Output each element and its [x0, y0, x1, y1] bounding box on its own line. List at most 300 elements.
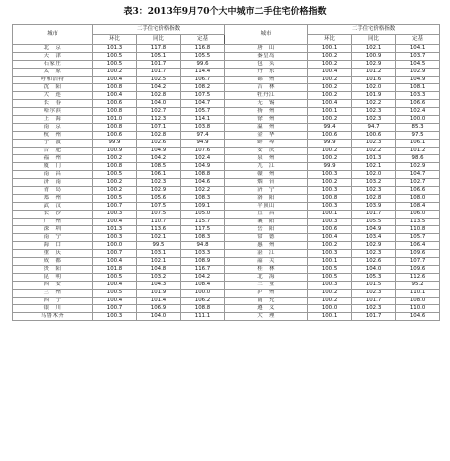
yoy-cell: 102.3 — [352, 305, 396, 313]
city-cell: 唐 山 — [225, 45, 308, 53]
mom-cell: 100.7 — [93, 250, 137, 258]
base-cell: 113.5 — [396, 218, 440, 226]
city-cell: 太 原 — [13, 68, 93, 76]
city-cell: 哈尔滨 — [13, 108, 93, 116]
yoy-cell: 102.1 — [137, 258, 181, 266]
city-cell: 南 充 — [225, 297, 308, 305]
mom-header: 环比 — [308, 35, 352, 45]
table-row — [13, 273, 440, 281]
yoy-cell: 101.7 — [137, 60, 181, 68]
base-cell: 116.7 — [181, 265, 225, 273]
city-header: 城市 — [13, 25, 93, 45]
mom-cell: 100.4 — [93, 92, 137, 100]
table-row — [13, 297, 440, 305]
yoy-cell: 104.0 — [352, 265, 396, 273]
base-cell: 97.4 — [181, 131, 225, 139]
mom-cell: 100.1 — [308, 45, 352, 53]
yoy-cell: 102.3 — [352, 139, 396, 147]
yoy-header: 同比 — [352, 35, 396, 45]
mom-cell: 100.5 — [93, 273, 137, 281]
base-cell: 105.7 — [396, 234, 440, 242]
base-cell: 115.7 — [181, 218, 225, 226]
table-row — [13, 289, 440, 297]
table-row — [13, 139, 440, 147]
yoy-cell: 104.9 — [137, 147, 181, 155]
base-cell: 108.0 — [396, 194, 440, 202]
yoy-cell: 101.7 — [352, 210, 396, 218]
city-cell: 沈 阳 — [13, 84, 93, 92]
mom-cell: 100.2 — [308, 52, 352, 60]
base-cell: 106.0 — [396, 210, 440, 218]
city-cell: 武 汉 — [13, 202, 93, 210]
yoy-cell: 101.5 — [352, 281, 396, 289]
yoy-cell: 102.2 — [352, 147, 396, 155]
base-cell: 110.1 — [396, 289, 440, 297]
yoy-cell: 102.8 — [137, 131, 181, 139]
yoy-cell: 94.7 — [352, 123, 396, 131]
base-cell: 103.7 — [396, 52, 440, 60]
city-cell: 常 德 — [225, 234, 308, 242]
mom-cell: 100.8 — [308, 194, 352, 202]
mom-cell: 100.0 — [308, 305, 352, 313]
yoy-cell: 102.9 — [137, 187, 181, 195]
base-cell: 106.6 — [396, 187, 440, 195]
mom-cell: 100.9 — [93, 147, 137, 155]
yoy-cell: 103.2 — [137, 273, 181, 281]
base-cell: 112.6 — [396, 273, 440, 281]
city-cell: 泉 州 — [225, 155, 308, 163]
city-cell: 西 宁 — [13, 297, 93, 305]
base-cell: 95.2 — [396, 281, 440, 289]
city-cell: 丹 东 — [225, 68, 308, 76]
mom-cell: 100.3 — [93, 210, 137, 218]
city-cell: 桂 林 — [225, 265, 308, 273]
table-row — [13, 226, 440, 234]
city-cell: 包 头 — [225, 60, 308, 68]
table-row — [13, 45, 440, 53]
yoy-cell: 106.9 — [137, 305, 181, 313]
base-cell: 108.0 — [396, 297, 440, 305]
yoy-cell: 102.7 — [137, 108, 181, 116]
base-cell: 102.7 — [396, 179, 440, 187]
city-cell: 呼和浩特 — [13, 76, 93, 84]
base-cell: 110.8 — [396, 226, 440, 234]
city-cell: 宜 昌 — [225, 210, 308, 218]
base-cell: 103.3 — [181, 250, 225, 258]
mom-cell: 100.2 — [93, 179, 137, 187]
yoy-cell: 102.0 — [352, 171, 396, 179]
city-cell: 锦 州 — [225, 76, 308, 84]
yoy-cell: 102.3 — [352, 289, 396, 297]
yoy-cell: 102.3 — [137, 179, 181, 187]
mom-cell: 100.4 — [308, 234, 352, 242]
base-cell: 108.8 — [181, 305, 225, 313]
base-cell: 107.5 — [181, 92, 225, 100]
city-cell: 长 沙 — [13, 210, 93, 218]
mom-cell: 100.3 — [308, 171, 352, 179]
yoy-cell: 101.7 — [137, 68, 181, 76]
base-cell: 114.1 — [181, 116, 225, 124]
base-cell: 105.7 — [181, 108, 225, 116]
table-row — [13, 163, 440, 171]
mom-cell: 100.6 — [308, 131, 352, 139]
city-cell: 北 京 — [13, 45, 93, 53]
base-cell: 108.3 — [181, 234, 225, 242]
mom-cell: 100.1 — [308, 210, 352, 218]
city-cell: 南 昌 — [13, 171, 93, 179]
mom-cell: 100.4 — [308, 68, 352, 76]
table-row — [13, 84, 440, 92]
yoy-cell: 112.3 — [137, 116, 181, 124]
mom-cell: 100.5 — [93, 171, 137, 179]
mom-cell: 100.4 — [93, 297, 137, 305]
base-cell: 106.1 — [396, 139, 440, 147]
mom-cell: 100.3 — [308, 202, 352, 210]
yoy-cell: 113.6 — [137, 226, 181, 234]
city-cell: 温 州 — [225, 123, 308, 131]
yoy-cell: 103.9 — [352, 202, 396, 210]
table-row — [13, 60, 440, 68]
mom-cell: 100.3 — [308, 281, 352, 289]
city-cell: 无 锡 — [225, 100, 308, 108]
yoy-cell: 104.0 — [137, 100, 181, 108]
city-cell: 襄 阳 — [225, 218, 308, 226]
mom-cell: 100.5 — [308, 265, 352, 273]
base-cell: 109.6 — [396, 250, 440, 258]
mom-cell: 101.8 — [93, 265, 137, 273]
mom-cell: 100.2 — [93, 187, 137, 195]
mom-cell: 100.1 — [308, 313, 352, 321]
mom-cell: 100.4 — [308, 100, 352, 108]
table-row — [13, 147, 440, 155]
base-cell: 105.0 — [181, 210, 225, 218]
mom-cell: 100.8 — [93, 123, 137, 131]
mom-cell: 100.5 — [93, 60, 137, 68]
base-cell: 97.5 — [396, 131, 440, 139]
mom-cell: 100.1 — [308, 258, 352, 266]
city-cell: 宁 波 — [13, 139, 93, 147]
mom-cell: 100.2 — [308, 76, 352, 84]
mom-cell: 100.1 — [308, 108, 352, 116]
city-cell: 杭 州 — [13, 131, 93, 139]
city-cell: 深 圳 — [13, 226, 93, 234]
mom-cell: 100.4 — [93, 76, 137, 84]
mom-cell: 100.3 — [308, 218, 352, 226]
yoy-cell: 102.3 — [352, 250, 396, 258]
base-cell: 109.1 — [181, 202, 225, 210]
mom-cell: 100.4 — [93, 258, 137, 266]
yoy-cell: 101.9 — [137, 289, 181, 297]
city-cell: 遵 义 — [225, 305, 308, 313]
city-cell: 石家庄 — [13, 60, 93, 68]
city-cell: 济 南 — [13, 179, 93, 187]
city-cell: 西 安 — [13, 281, 93, 289]
base-header: 定基 — [396, 35, 440, 45]
mom-cell: 100.7 — [93, 305, 137, 313]
base-cell: 114.4 — [181, 68, 225, 76]
mom-cell: 101.3 — [93, 45, 137, 53]
table-title: 表3：2013年9月70个大中城市二手住宅价格指数 — [123, 7, 327, 17]
mom-cell: 100.2 — [93, 68, 137, 76]
yoy-cell: 101.9 — [352, 92, 396, 100]
mom-cell: 100.2 — [308, 60, 352, 68]
base-cell: 108.3 — [181, 194, 225, 202]
city-cell: 赣 州 — [225, 171, 308, 179]
base-cell: 85.3 — [396, 123, 440, 131]
base-cell: 107.7 — [396, 258, 440, 266]
mom-cell: 100.2 — [308, 297, 352, 305]
yoy-cell: 104.2 — [137, 155, 181, 163]
base-cell: 108.4 — [396, 202, 440, 210]
yoy-cell: 101.4 — [137, 297, 181, 305]
yoy-cell: 102.1 — [352, 163, 396, 171]
city-cell: 韶 关 — [225, 258, 308, 266]
mom-cell: 100.2 — [308, 289, 352, 297]
base-cell: 107.6 — [181, 147, 225, 155]
table-row — [13, 194, 440, 202]
city-cell: 成 都 — [13, 258, 93, 266]
city-cell: 合 肥 — [13, 147, 93, 155]
mom-cell: 100.5 — [93, 52, 137, 60]
mom-header: 环比 — [93, 35, 137, 45]
yoy-cell: 102.1 — [352, 45, 396, 53]
mom-cell: 100.2 — [308, 84, 352, 92]
yoy-cell: 101.2 — [352, 68, 396, 76]
table-row — [13, 305, 440, 313]
mom-cell: 100.6 — [93, 131, 137, 139]
base-cell: 108.4 — [181, 281, 225, 289]
table-row — [13, 131, 440, 139]
city-cell: 三 亚 — [225, 281, 308, 289]
yoy-cell: 108.5 — [137, 163, 181, 171]
yoy-cell: 102.9 — [352, 242, 396, 250]
mom-cell: 100.4 — [93, 281, 137, 289]
index-group-header: 二手住宅价格指数 — [308, 25, 440, 35]
city-cell: 青 岛 — [13, 187, 93, 195]
base-cell: 103.8 — [181, 123, 225, 131]
city-cell: 上 海 — [13, 116, 93, 124]
table-row — [13, 187, 440, 195]
base-cell: 99.6 — [181, 60, 225, 68]
city-cell: 重 庆 — [13, 250, 93, 258]
city-cell: 岳 阳 — [225, 226, 308, 234]
city-cell: 郑 州 — [13, 194, 93, 202]
mom-cell: 100.8 — [93, 108, 137, 116]
table-row — [13, 68, 440, 76]
table-row — [13, 108, 440, 116]
yoy-cell: 105.5 — [352, 218, 396, 226]
base-cell: 108.9 — [181, 258, 225, 266]
city-cell: 厦 门 — [13, 163, 93, 171]
yoy-cell: 104.2 — [137, 84, 181, 92]
yoy-cell: 102.8 — [137, 92, 181, 100]
yoy-cell: 101.7 — [352, 297, 396, 305]
index-group-header: 二手住宅价格指数 — [93, 25, 225, 35]
base-cell: 104.7 — [396, 171, 440, 179]
yoy-cell: 102.1 — [137, 234, 181, 242]
yoy-cell: 106.1 — [137, 171, 181, 179]
table-row — [13, 281, 440, 289]
base-cell: 117.5 — [181, 226, 225, 234]
base-cell: 100.0 — [396, 116, 440, 124]
table-row — [13, 179, 440, 187]
mom-cell: 99.4 — [308, 123, 352, 131]
city-cell: 福 州 — [13, 155, 93, 163]
yoy-cell: 101.6 — [352, 76, 396, 84]
base-cell: 108.2 — [181, 84, 225, 92]
mom-cell: 100.2 — [308, 155, 352, 163]
base-cell: 103.3 — [396, 92, 440, 100]
city-cell: 金 华 — [225, 131, 308, 139]
yoy-cell: 102.6 — [352, 258, 396, 266]
mom-cell: 101.3 — [93, 226, 137, 234]
table-row — [13, 218, 440, 226]
yoy-cell: 102.3 — [352, 108, 396, 116]
base-cell: 104.1 — [396, 45, 440, 53]
base-cell: 100.0 — [181, 289, 225, 297]
mom-cell: 99.9 — [308, 163, 352, 171]
base-cell: 102.9 — [396, 68, 440, 76]
yoy-cell: 105.1 — [137, 52, 181, 60]
yoy-cell: 101.7 — [352, 313, 396, 321]
yoy-cell: 102.5 — [137, 76, 181, 84]
city-cell: 天 津 — [13, 52, 93, 60]
yoy-cell: 102.3 — [352, 116, 396, 124]
mom-cell: 100.2 — [308, 92, 352, 100]
base-header: 定基 — [181, 35, 225, 45]
city-cell: 长 春 — [13, 100, 93, 108]
table-row — [13, 155, 440, 163]
city-cell: 兰 州 — [13, 289, 93, 297]
city-header: 城市 — [225, 25, 308, 45]
base-cell: 104.7 — [181, 100, 225, 108]
base-cell: 104.6 — [181, 179, 225, 187]
table-row — [13, 210, 440, 218]
mom-cell: 100.0 — [93, 242, 137, 250]
mom-cell: 100.3 — [308, 187, 352, 195]
yoy-cell: 107.5 — [137, 210, 181, 218]
table-row — [13, 52, 440, 60]
base-cell: 104.5 — [396, 60, 440, 68]
city-cell: 烟 台 — [225, 179, 308, 187]
mom-cell: 100.5 — [93, 194, 137, 202]
mom-cell: 100.6 — [308, 226, 352, 234]
city-cell: 平顶山 — [225, 202, 308, 210]
city-cell: 湛 江 — [225, 250, 308, 258]
yoy-cell: 102.0 — [352, 84, 396, 92]
base-cell: 102.2 — [181, 187, 225, 195]
table-row — [13, 171, 440, 179]
yoy-cell: 103.4 — [352, 234, 396, 242]
table-row — [13, 202, 440, 210]
base-cell: 104.6 — [396, 313, 440, 321]
city-cell: 扬 州 — [225, 108, 308, 116]
table-row — [13, 234, 440, 242]
yoy-cell: 104.3 — [137, 281, 181, 289]
yoy-cell: 103.2 — [352, 179, 396, 187]
table-row — [13, 242, 440, 250]
yoy-cell: 102.9 — [352, 60, 396, 68]
base-cell: 108.1 — [396, 84, 440, 92]
base-cell: 104.2 — [181, 273, 225, 281]
city-cell: 安 庆 — [225, 147, 308, 155]
yoy-cell: 100.6 — [352, 131, 396, 139]
mom-cell: 100.6 — [93, 100, 137, 108]
base-cell: 102.4 — [181, 155, 225, 163]
base-cell: 98.6 — [396, 155, 440, 163]
mom-cell: 100.8 — [93, 84, 137, 92]
table-row — [13, 116, 440, 124]
city-cell: 昆 明 — [13, 273, 93, 281]
mom-cell: 100.2 — [93, 155, 137, 163]
base-cell: 106.7 — [181, 76, 225, 84]
city-cell: 北 海 — [225, 273, 308, 281]
table-row — [13, 265, 440, 273]
city-cell: 泸 州 — [225, 289, 308, 297]
mom-cell: 100.2 — [308, 242, 352, 250]
table-row — [13, 92, 440, 100]
base-cell: 106.6 — [396, 100, 440, 108]
mom-cell: 100.7 — [93, 202, 137, 210]
yoy-cell: 105.3 — [352, 273, 396, 281]
base-cell: 110.0 — [396, 305, 440, 313]
base-cell: 102.9 — [396, 163, 440, 171]
city-cell: 海 口 — [13, 242, 93, 250]
mom-cell: 101.0 — [93, 116, 137, 124]
base-cell: 109.6 — [396, 265, 440, 273]
yoy-cell: 99.5 — [137, 242, 181, 250]
table-row — [13, 258, 440, 266]
base-cell: 104.9 — [181, 163, 225, 171]
base-cell: 101.2 — [396, 147, 440, 155]
yoy-cell: 102.8 — [352, 194, 396, 202]
mom-cell: 100.8 — [93, 163, 137, 171]
base-cell: 104.9 — [396, 76, 440, 84]
mom-cell: 99.9 — [93, 139, 137, 147]
price-index-table-container — [12, 24, 439, 321]
yoy-cell: 104.8 — [137, 265, 181, 273]
mom-cell: 100.2 — [308, 116, 352, 124]
mom-cell: 100.5 — [93, 289, 137, 297]
base-cell: 106.2 — [181, 297, 225, 305]
yoy-cell: 117.8 — [137, 45, 181, 53]
mom-cell: 100.5 — [308, 273, 352, 281]
yoy-cell: 102.2 — [352, 100, 396, 108]
city-cell: 南 宁 — [13, 234, 93, 242]
city-cell: 惠 州 — [225, 242, 308, 250]
city-cell: 洛 阳 — [225, 194, 308, 202]
mom-cell: 100.2 — [308, 179, 352, 187]
yoy-cell: 102.3 — [352, 187, 396, 195]
base-cell: 102.4 — [396, 108, 440, 116]
city-cell: 九 江 — [225, 163, 308, 171]
city-cell: 南 京 — [13, 123, 93, 131]
yoy-cell: 105.6 — [137, 194, 181, 202]
base-cell: 108.8 — [181, 171, 225, 179]
city-cell: 蚌 埠 — [225, 139, 308, 147]
city-cell: 大 理 — [225, 313, 308, 321]
city-cell: 贵 阳 — [13, 265, 93, 273]
yoy-cell: 100.9 — [352, 52, 396, 60]
base-cell: 94.8 — [181, 242, 225, 250]
table-row — [13, 76, 440, 84]
base-cell: 105.5 — [181, 52, 225, 60]
city-cell: 大 连 — [13, 92, 93, 100]
table-body — [13, 45, 440, 321]
city-cell: 乌鲁木齐 — [13, 313, 93, 321]
mom-cell: 100.3 — [93, 313, 137, 321]
city-cell: 徐 州 — [225, 116, 308, 124]
